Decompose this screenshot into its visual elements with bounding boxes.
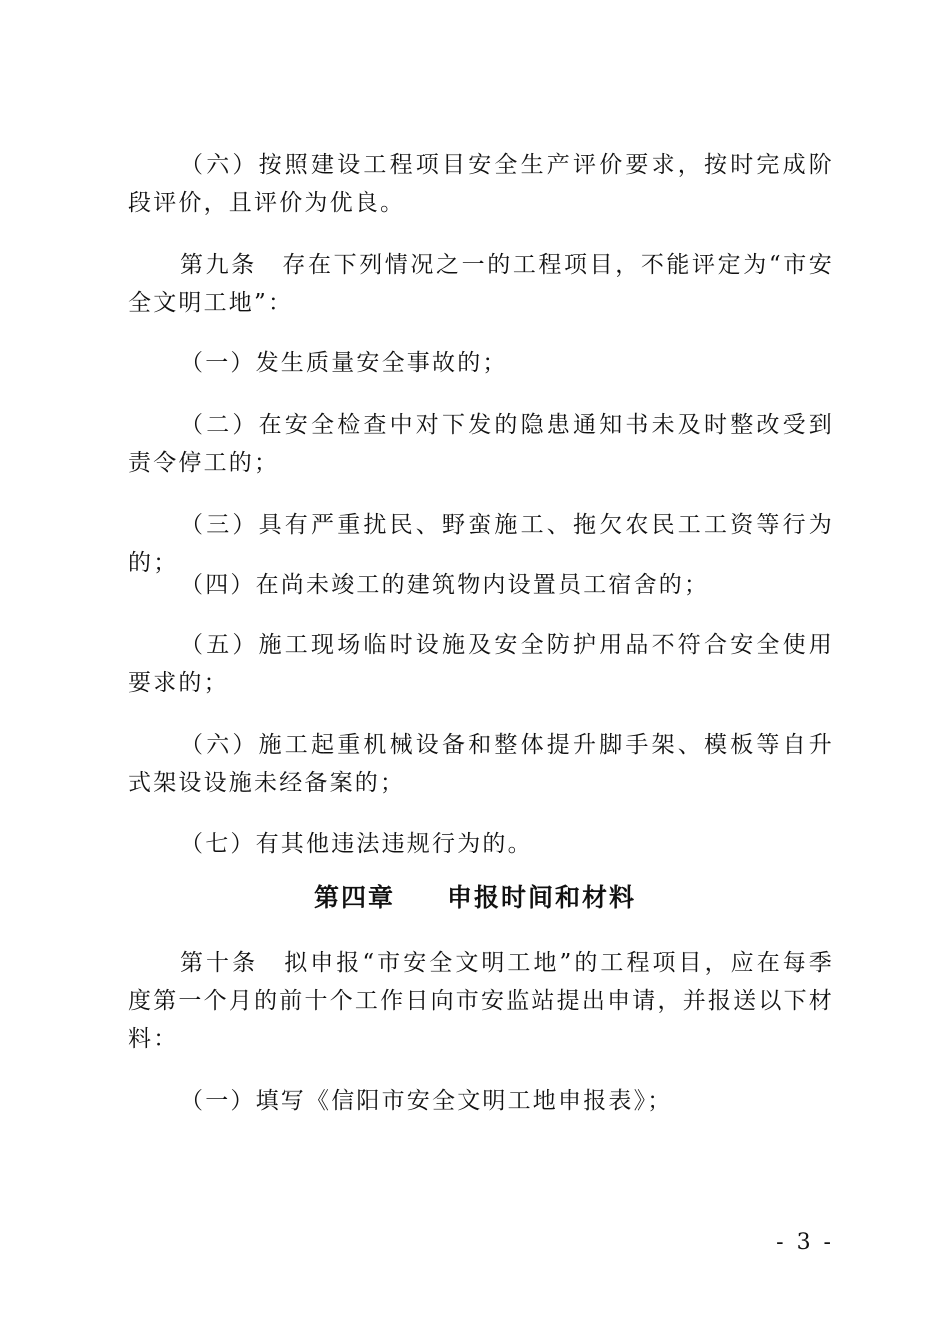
chapter-title: 申报时间和材料 [447,883,637,912]
paragraph-article-10: 第十条 拟申报“市安全文明工地”的工程项目，应在每季度第一个月的前十个工作日向市安监站提出申请，并报送以下材料： [128,950,834,1052]
page-number: - 3 - [776,1230,834,1255]
list-item-3: （三）具有严重扰民、野蛮施工、拖欠农民工工资等行为的； [128,512,834,576]
list-item-5: （五）施工现场临时设施及安全防护用品不符合安全使用要求的； [128,632,834,696]
paragraph-article-9: 第九条 存在下列情况之一的工程项目，不能评定为“市安全文明工地”： [128,252,834,316]
paragraph-evaluation-requirement: （六）按照建设工程项目安全生产评价要求，按时完成阶段评价，且评价为优良。 [128,152,834,216]
chapter-heading [0,879,950,917]
list-item-1: （一）发生质量安全事故的； [180,350,508,376]
chapter-number: 第四章 [313,883,395,912]
list-item-2: （二）在安全检查中对下发的隐患通知书未及时整改受到责令停工的； [128,412,834,476]
list-item-4: （四）在尚未竣工的建筑物内设置员工宿舍的； [180,572,710,598]
list-item-7: （七）有其他违法违规行为的。 [180,831,533,857]
list-item-6: （六）施工起重机械设备和整体提升脚手架、模板等自升式架设设施未经备案的； [128,732,834,796]
materials-item-1: （一）填写《信阳市安全文明工地申报表》； [180,1088,673,1114]
